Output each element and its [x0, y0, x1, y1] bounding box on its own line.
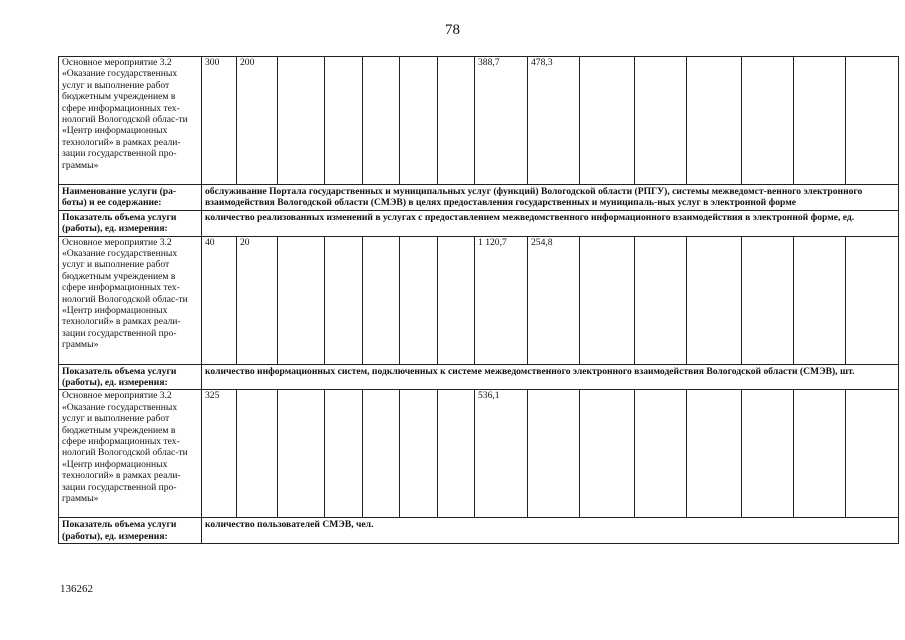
value-cell — [794, 390, 846, 518]
value-cell — [400, 57, 438, 185]
value-cell: 325 — [202, 390, 237, 518]
value-cell — [363, 57, 400, 185]
value-cell — [846, 57, 899, 185]
value-cell: 478,3 — [528, 57, 580, 185]
service-label-row — [59, 185, 899, 211]
value-cell: 200 — [237, 57, 278, 185]
value-cell — [742, 236, 794, 364]
value-cell — [687, 390, 742, 518]
value-cell: 40 — [202, 236, 237, 364]
value-cell — [438, 57, 475, 185]
service-label-row — [59, 210, 899, 236]
value-cell — [400, 390, 438, 518]
value-cell: 388,7 — [475, 57, 528, 185]
program-table — [58, 56, 899, 544]
service-label-row — [59, 518, 899, 544]
value-cell — [278, 236, 325, 364]
value-cell — [237, 390, 278, 518]
value-cell — [400, 236, 438, 364]
activity-cell: Основное мероприятие 3.2 «Оказание государственных услуг и выполнение работ бюджетным учреждением в сфере информационных тех-нологий Вологодской облас-ти «Центр информационных технологий» в рамках реали-зации государственной про-граммы» — [59, 236, 202, 364]
value-cell — [687, 57, 742, 185]
value-cell — [363, 390, 400, 518]
value-cell — [635, 390, 687, 518]
row-description-cell: количество пользователей СМЭВ, чел. — [202, 518, 899, 544]
value-cell — [794, 236, 846, 364]
value-cell — [846, 390, 899, 518]
service-label-row — [59, 364, 899, 390]
row-heading-cell: Показатель объема услуги (работы), ед. измерения: — [59, 364, 202, 390]
row-description-cell: количество информационных систем, подключенных к системе межведомственного электронного взаимодействия Вологодской области (СМЭВ), шт. — [202, 364, 899, 390]
row-description-cell: количество реализованных изменений в услугах с предоставлением межведомственного информационного взаимодействия в электронной форме, ед. — [202, 210, 899, 236]
value-cell: 20 — [237, 236, 278, 364]
value-cell — [325, 236, 363, 364]
value-cell — [580, 390, 635, 518]
table-row — [59, 236, 899, 364]
value-cell — [580, 57, 635, 185]
value-cell — [438, 236, 475, 364]
value-cell — [635, 57, 687, 185]
document-code: 136262 — [60, 583, 93, 595]
value-cell — [635, 236, 687, 364]
value-cell — [438, 390, 475, 518]
page-number: 78 — [445, 22, 460, 38]
activity-cell: Основное мероприятие 3.2 «Оказание государственных услуг и выполнение работ бюджетным учреждением в сфере информационных тех-нологий Вологодской облас-ти «Центр информационных технологий» в рамках реали-зации государственной про-граммы» — [59, 57, 202, 185]
value-cell: 536,1 — [475, 390, 528, 518]
value-cell — [742, 390, 794, 518]
value-cell — [278, 390, 325, 518]
row-description-cell: обслуживание Портала государственных и муниципальных услуг (функций) Вологодской области (РПГУ), системы межведомст-венного электронного взаимодействия Вологодской области (СМЭВ) в целях предоставления государственных и муниципаль-ных услуг в электронной форме — [202, 185, 899, 211]
value-cell: 1 120,7 — [475, 236, 528, 364]
value-cell — [794, 57, 846, 185]
table-row — [59, 57, 899, 185]
value-cell — [363, 236, 400, 364]
value-cell — [325, 390, 363, 518]
row-heading-cell: Наименование услуги (ра-боты) и ее содержание: — [59, 185, 202, 211]
row-heading-cell: Показатель объема услуги (работы), ед. измерения: — [59, 210, 202, 236]
value-cell — [742, 57, 794, 185]
value-cell — [846, 236, 899, 364]
row-heading-cell: Показатель объема услуги (работы), ед. измерения: — [59, 518, 202, 544]
value-cell: 300 — [202, 57, 237, 185]
value-cell — [687, 236, 742, 364]
value-cell: 254,8 — [528, 236, 580, 364]
table-row — [59, 390, 899, 518]
activity-cell: Основное мероприятие 3.2 «Оказание государственных услуг и выполнение работ бюджетным учреждением в сфере информационных тех-нологий Вологодской облас-ти «Центр информационных технологий» в рамках реали-зации государственной про-граммы» — [59, 390, 202, 518]
value-cell — [528, 390, 580, 518]
value-cell — [580, 236, 635, 364]
value-cell — [325, 57, 363, 185]
value-cell — [278, 57, 325, 185]
